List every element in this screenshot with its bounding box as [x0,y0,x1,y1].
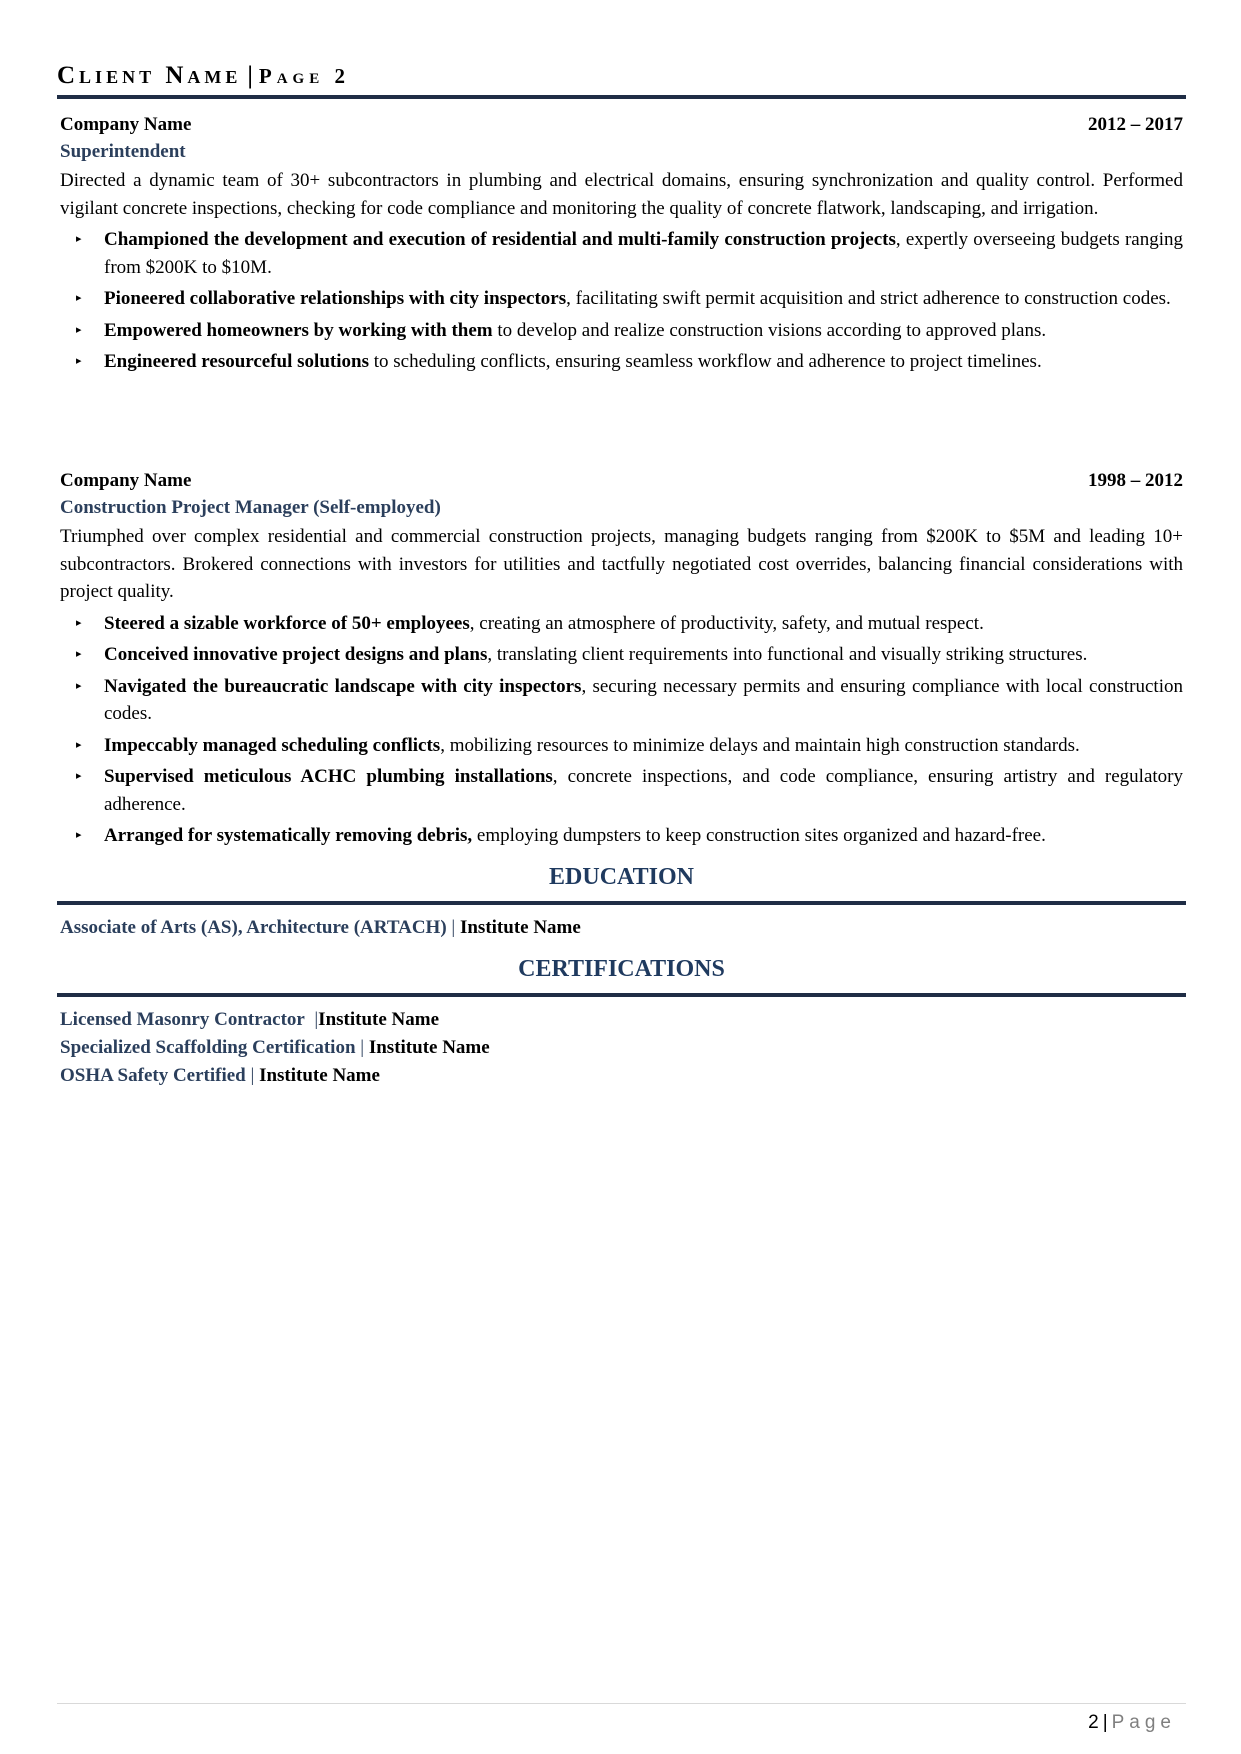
list-item [60,732,1183,760]
list-item [60,610,1183,638]
header-rule [57,95,1186,99]
certification-title: Specialized Scaffolding Certification [60,1037,356,1058]
job-summary: Directed a dynamic team of 30+ subcontractors in plumbing and electrical domains, ensuring synchronization and quality control. Performed vigilant concrete inspections, checking for code compliance and monitoring the quality of concrete flatwork, landscaping, and irrigation. [60,170,1183,219]
triangle-bullet-icon: ▸ [76,616,82,629]
education-heading: EDUCATION [549,864,694,890]
certification-title: OSHA Safety Certified [60,1065,246,1086]
page-label: Page 2 [258,64,350,88]
triangle-bullet-icon: ▸ [76,292,82,304]
list-item [60,822,1183,850]
institute-name: Institute Name [318,1009,440,1030]
bullet-text: employing dumpsters to keep construction sites organized and hazard-free. [472,825,1046,846]
institute-name: Institute Name [459,917,581,938]
page-word: Page [1111,1712,1176,1733]
triangle-bullet-icon: ▸ [76,829,82,841]
client-name: Client Name [57,62,242,89]
bullet-text: , concrete inspections, and code compliance, ensuring artistry and regulatory adherence. [104,766,1183,815]
institute-name: Institute Name [259,1065,380,1086]
job-header [60,467,1183,494]
achievement-list [60,226,1183,376]
separator: | [245,1065,260,1086]
bullet-bold: Steered a sizable workforce of 50+ employees [104,612,470,634]
job-role: Superintendent [60,141,186,162]
education-item [60,914,581,942]
certifications-rule [57,993,1186,997]
header-separator: | [247,62,253,89]
list-item [60,317,1183,345]
job-entry [60,467,1183,854]
certification-item [60,1062,380,1090]
bullet-bold: Supervised meticulous ACHC plumbing installations [104,766,553,787]
bullet-bold: Empowered homeowners by working with them [104,319,493,341]
separator: | [446,917,460,938]
certification-title: Licensed Masonry Contractor [60,1009,305,1030]
footer-rule [57,1703,1186,1704]
triangle-bullet-icon: ▸ [76,738,82,751]
triangle-bullet-icon: ▸ [76,770,82,782]
list-item [60,641,1183,669]
bullet-bold: Engineered resourceful solutions [104,351,369,372]
list-item [60,348,1183,376]
bullet-text: to scheduling conflicts, ensuring seamless workflow and adherence to project timelines. [368,351,1042,372]
bullet-bold: Championed the development and execution of residential and multi-family construction projects [104,229,896,250]
job-header [60,111,1183,138]
bullet-bold: Pioneered collaborative relationships with city inspectors [104,288,567,309]
bullet-bold: Arranged for systematically removing debris, [104,825,473,846]
page-header [57,62,1186,90]
list-item [60,285,1183,313]
triangle-bullet-icon: ▸ [76,323,82,336]
triangle-bullet-icon: ▸ [76,355,82,367]
list-item [60,763,1183,818]
bullet-text: , creating an atmosphere of productivity, safety, and mutual respect. [469,612,984,634]
certifications-heading: CERTIFICATIONS [518,956,725,982]
job-summary: Triumphed over complex residential and commercial construction projects, managing budgets ranging from $200K to $5M and leading 10+ subcontractors. Brokered connections with investors for utilities and tactfully negotiated cost overrides, balancing financial considerations with project quality. [60,526,1183,602]
job-entry [60,111,1183,380]
certification-item [60,1034,490,1062]
achievement-list [60,610,1183,850]
job-role: Construction Project Manager (Self-employed) [60,497,441,518]
company-name: Company Name [60,470,192,491]
separator: | [355,1037,369,1058]
degree-title: Associate of Arts (AS), Architecture (ARTACH) [60,917,447,938]
bullet-text: , translating client requirements into functional and visually striking structures. [487,644,1088,665]
footer-separator: | [1102,1712,1108,1733]
bullet-bold: Conceived innovative project designs and plans [104,644,488,665]
page-footer [1088,1712,1176,1734]
education-rule [57,901,1186,905]
company-name: Company Name [60,114,192,135]
list-item [60,673,1183,728]
triangle-bullet-icon: ▸ [76,679,82,692]
certification-item [60,1006,439,1034]
bullet-text: , expertly overseeing budgets ranging from $200K to $10M. [104,229,1183,278]
job-dates: 2012 – 2017 [1088,114,1183,135]
bullet-text: , securing necessary permits and ensuring compliance with local construction codes. [104,675,1183,724]
institute-name: Institute Name [368,1037,490,1058]
page-number: 2 [1088,1712,1099,1733]
separator: | [304,1009,319,1030]
bullet-bold: Impeccably managed scheduling conflicts [104,734,441,756]
bullet-text: to develop and realize construction visions according to approved plans. [492,319,1047,341]
triangle-bullet-icon: ▸ [76,233,82,245]
bullet-text: , mobilizing resources to minimize delays and maintain high construction standards. [440,734,1080,756]
job-dates: 1998 – 2012 [1088,470,1183,491]
bullet-bold: Navigated the bureaucratic landscape with city inspectors [104,675,582,697]
list-item [60,226,1183,281]
triangle-bullet-icon: ▸ [76,648,82,660]
bullet-text: , facilitating swift permit acquisition and strict adherence to construction codes. [566,288,1171,309]
